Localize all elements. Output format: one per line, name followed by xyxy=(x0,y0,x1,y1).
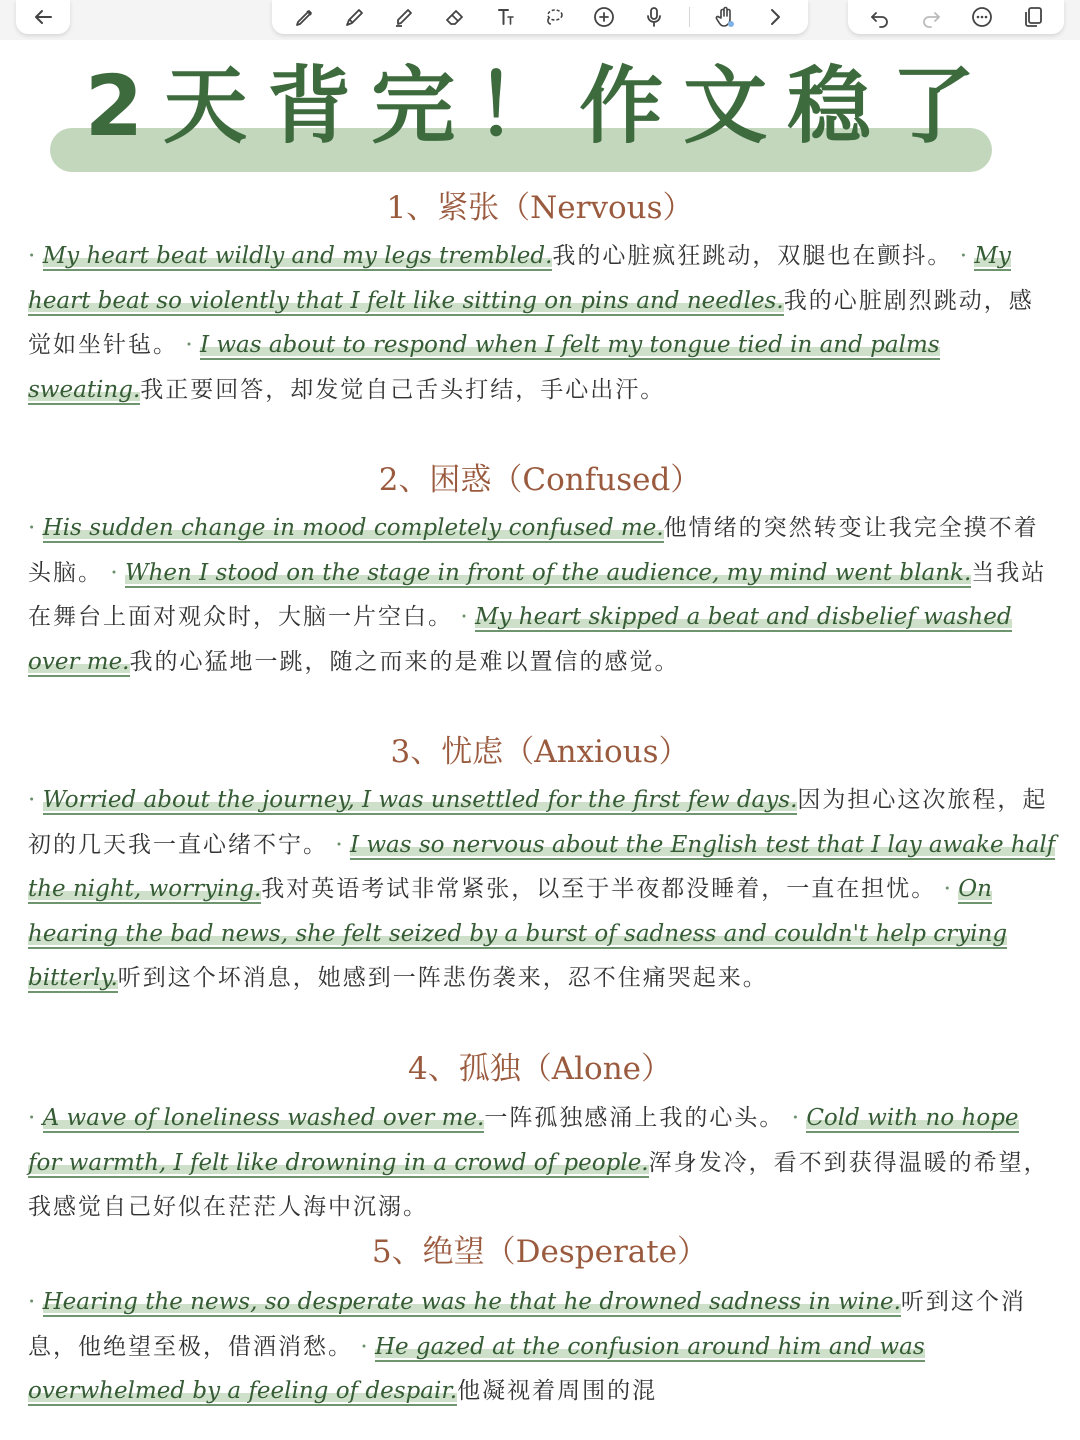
section-heading-alone: 4、孤独（Alone） xyxy=(408,1051,672,1087)
bullet: · xyxy=(943,876,959,903)
chinese-translation: 我的心脏疯狂跳动，双腿也在颤抖。 xyxy=(552,243,953,269)
english-sentence: A wave of loneliness washed over me. xyxy=(42,1105,485,1131)
page-title: 2天背完！作文稳了 xyxy=(84,57,996,155)
pen-icon[interactable] xyxy=(290,3,320,31)
section-heading-anxious: 3、忧虑（Anxious） xyxy=(390,734,690,770)
hand-icon[interactable] xyxy=(710,3,740,31)
chinese-translation: 浑身发冷，看不到获得温暖的希望，我感觉自己好似在茫茫人海中沉溺。 xyxy=(28,1149,1049,1221)
english-sentence: I was about to respond when I felt my tongue tied in and palms sweating. xyxy=(28,332,940,403)
pencil-icon[interactable] xyxy=(340,3,370,31)
english-sentence: His sudden change in mood completely confused me. xyxy=(42,515,664,541)
chinese-translation: 我对英语考试非常紧张，以至于半夜都没睡着，一直在担忧。 xyxy=(261,876,937,903)
tool-palette xyxy=(272,0,808,34)
bullet: · xyxy=(28,787,43,813)
chinese-translation: 听到这个消息，他绝望至极，借酒消愁。 xyxy=(28,1289,1026,1360)
bullet: · xyxy=(28,243,43,269)
lasso-icon[interactable] xyxy=(539,3,569,31)
bullet: · xyxy=(460,604,475,631)
section-heading-desperate: 5、绝望（Desperate） xyxy=(371,1234,709,1270)
text-icon[interactable] xyxy=(490,3,520,31)
section-body-anxious xyxy=(28,778,1058,1001)
chinese-translation: 听到这个坏消息，她感到一阵悲伤袭来，忍不住痛哭起来。 xyxy=(117,965,768,992)
bullet: · xyxy=(28,1105,43,1131)
eraser-icon[interactable] xyxy=(440,3,470,31)
english-sentence: When I stood on the stage in front of the audience, my mind went blank. xyxy=(124,559,972,586)
add-icon[interactable] xyxy=(589,3,619,31)
chinese-translation: 一阵孤独感涌上我的心头。 xyxy=(484,1105,785,1131)
bullet: · xyxy=(360,1333,375,1360)
highlighter-icon[interactable] xyxy=(390,3,420,31)
bullet: · xyxy=(791,1105,807,1131)
english-sentence: I was so nervous about the English test that I lay awake half the night, worrying. xyxy=(28,831,1056,903)
pages-icon[interactable] xyxy=(1018,3,1048,31)
english-sentence: My heart beat so violently that I felt like sitting on pins and needles. xyxy=(28,243,1011,314)
section-body-alone xyxy=(28,1096,1058,1230)
chinese-translation: 他凝视着周围的混 xyxy=(457,1378,658,1405)
section-body-nervous xyxy=(28,234,1058,412)
section-heading-confused: 2、困惑（Confused） xyxy=(378,462,702,498)
english-sentence: He gazed at the confusion around him and was overwhelmed by a feeling of despair. xyxy=(28,1333,925,1405)
section-heading-nervous: 1、紧张（Nervous） xyxy=(386,190,694,226)
chevron-right-icon[interactable] xyxy=(760,3,790,31)
microphone-icon[interactable] xyxy=(639,3,669,31)
title-area xyxy=(0,40,1080,175)
bullet: · xyxy=(185,332,200,359)
redo-icon[interactable] xyxy=(916,3,946,31)
back-arrow-icon[interactable] xyxy=(28,3,58,31)
history-pill xyxy=(848,0,1064,34)
section-body-confused xyxy=(28,506,1058,684)
section-body-desperate xyxy=(28,1280,1058,1414)
bullet: · xyxy=(959,243,975,269)
undo-icon[interactable] xyxy=(865,3,895,31)
more-icon[interactable] xyxy=(967,3,997,31)
back-pill xyxy=(16,0,70,34)
english-sentence: My heart skipped a beat and disbelief washed over me. xyxy=(28,604,1012,675)
english-sentence: On hearing the bad news, she felt seized by a burst of sadness and couldn't help crying bitterly. xyxy=(28,876,1008,992)
chinese-translation: 他情绪的突然转变让我完全摸不着头脑。 xyxy=(28,515,1039,586)
english-sentence: Cold with no hope for warmth, I felt like drowning in a crowd of people. xyxy=(28,1105,1019,1176)
toolbar-divider xyxy=(689,7,690,27)
bullet: · xyxy=(110,559,125,586)
chinese-translation: 我的心猛地一跳，随之而来的是难以置信的感觉。 xyxy=(129,648,680,675)
english-sentence: Hearing the news, so desperate was he that he drowned sadness in wine. xyxy=(42,1289,901,1315)
chinese-translation: 因为担心这次旅程，起初的几天我一直心绪不宁。 xyxy=(28,787,1048,858)
english-sentence: My heart beat wildly and my legs trembled. xyxy=(42,243,553,269)
toolbar xyxy=(0,0,1080,40)
chinese-translation: 我的心脏剧烈跳动，感觉如坐针毡。 xyxy=(28,287,1034,359)
english-sentence: Worried about the journey, I was unsettled for the first few days. xyxy=(42,787,798,813)
chinese-translation: 我正要回答，却发觉自己舌头打结，手心出汗。 xyxy=(140,376,666,403)
chinese-translation: 当我站在舞台上面对观众时，大脑一片空白。 xyxy=(28,559,1047,631)
bullet: · xyxy=(28,515,43,541)
bullet: · xyxy=(335,831,350,858)
bullet: · xyxy=(28,1289,43,1315)
